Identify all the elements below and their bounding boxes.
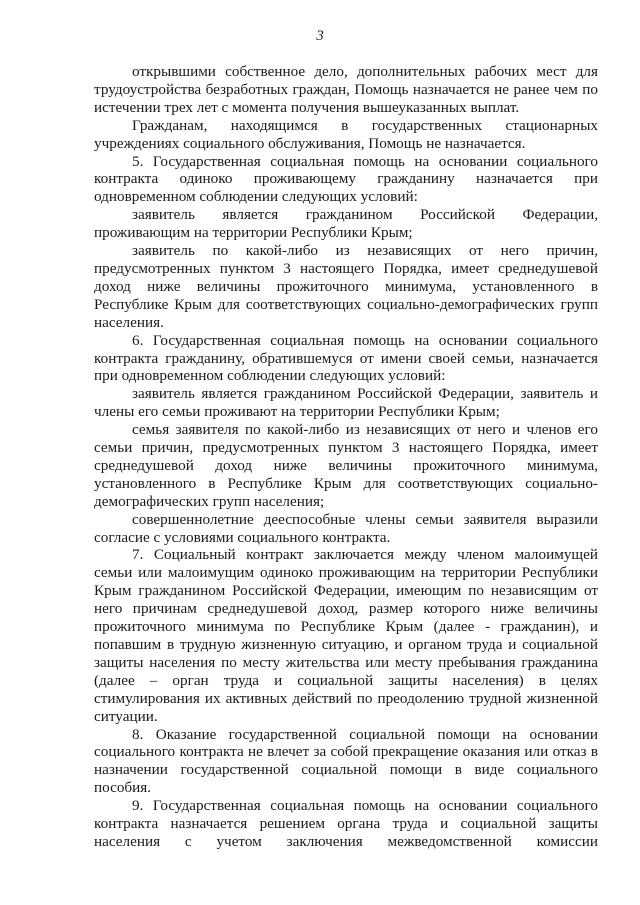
paragraph-stationary-institutions: Гражданам, находящимся в государственных стационарных учреждениях социального обслуживания, Помощь не назначается.	[94, 116, 598, 152]
paragraph-item-5-condition-1: заявитель является гражданином Российской Федерации, проживающим на территории Республики Крым;	[94, 206, 598, 242]
paragraph-item-5: 5. Государственная социальная помощь на основании социального контракта одиноко проживающему гражданину назначается при одновременном соблюдении следующих условий:	[94, 152, 598, 206]
document-body	[94, 63, 598, 851]
paragraph-item-6-condition-3: совершеннолетние дееспособные члены семьи заявителя выразили согласие с условиями социального контракта.	[94, 510, 598, 546]
paragraph-continuation: открывшими собственное дело, дополнительных рабочих мест для трудоустройства безработных граждан, Помощь назначается не ранее чем по истечении трех лет с момента получения вышеуказанных выплат.	[94, 63, 598, 116]
paragraph-item-9: 9. Государственная социальная помощь на основании социального контракта назначается решением органа труда и социальной защиты населения с учетом заключения межведомственной комиссии	[94, 797, 598, 850]
page-number: 3	[316, 28, 324, 44]
paragraph-item-6-condition-1: заявитель является гражданином Российской Федерации, заявитель и члены его семьи проживают на территории Республики Крым;	[94, 385, 598, 421]
paragraph-item-8: 8. Оказание государственной социальной помощи на основании социального контракта не влечет за собой прекращение оказания или отказ в назначении государственной социальной помощи в виде социального пособия.	[94, 725, 598, 797]
paragraph-item-5-condition-2: заявитель по какой-либо из независящих от него причин, предусмотренных пунктом 3 настоящего Порядка, имеет среднедушевой доход ниже величины прожиточного минимума, установленного в Республике Крым для соответствующих социально-демографических групп населения.	[94, 242, 598, 331]
paragraph-item-7: 7. Социальный контракт заключается между членом малоимущей семьи или малоимущим одиноко проживающим на территории Республики Крым гражданином Российской Федерации, имеющим по независящим от него причинам среднедушевой доход, размер которого ниже величины прожиточного минимума по Республике Крым (далее - гражданин), и попавшим в трудную жизненную ситуацию, и органом труда и социальной защиты населения по месту жительства или месту пребывания гражданина (далее – орган труда и социальной защиты населения) в целях стимулирования их активных действий по преодолению трудной жизненной ситуации.	[94, 546, 598, 725]
paragraph-item-6-condition-2: семья заявителя по какой-либо из независящих от него и членов его семьи причин, предусмотренных пунктом 3 настоящего Порядка, имеет среднедушевой доход ниже величины прожиточного минимума, установленного в Республике Крым для соответствующих социально-демографических групп населения;	[94, 421, 598, 510]
paragraph-item-6: 6. Государственная социальная помощь на основании социального контракта гражданину, обратившемуся от имени своей семьи, назначается при одновременном соблюдении следующих условий:	[94, 331, 598, 385]
